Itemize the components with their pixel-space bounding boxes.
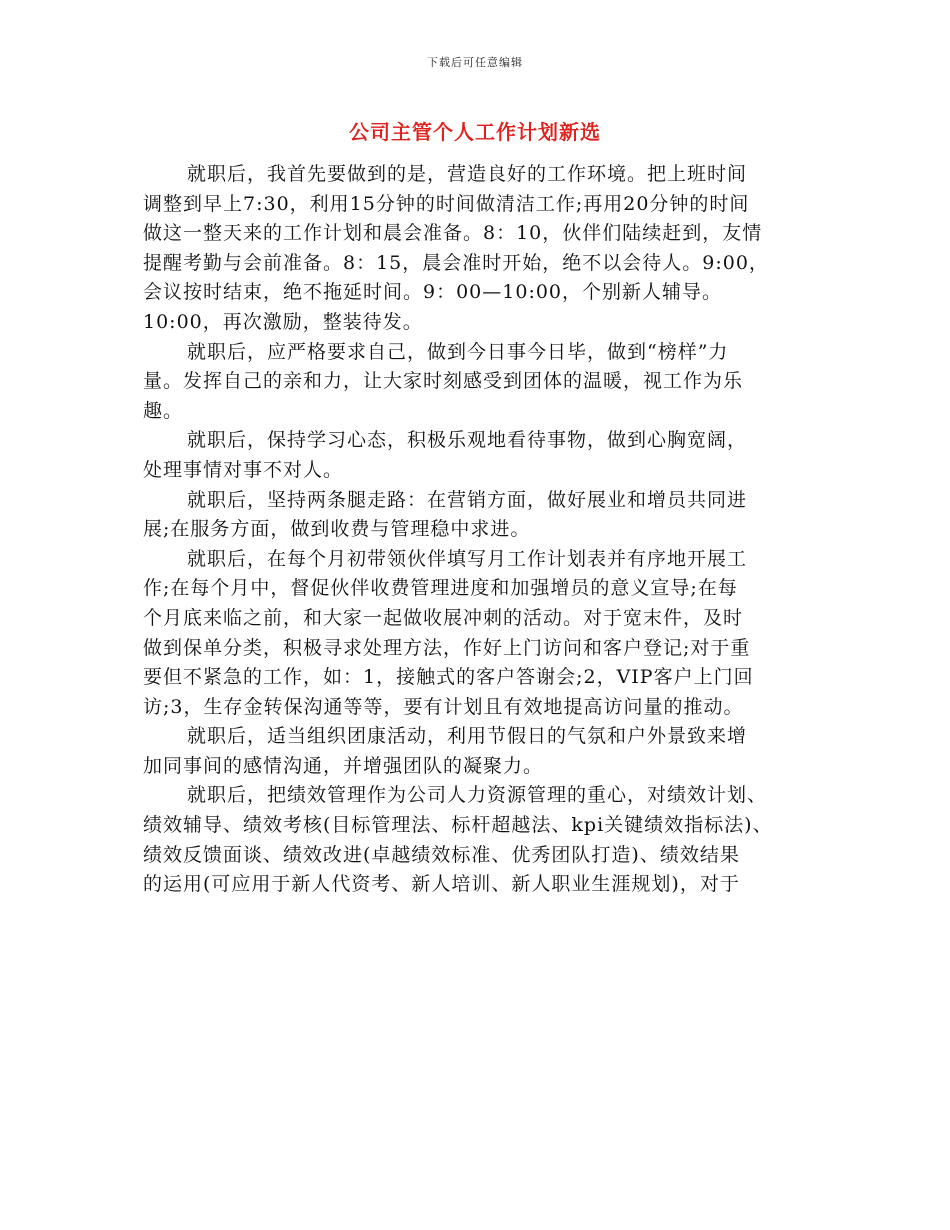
body-line: 趣。 <box>143 399 184 422</box>
body-line: 就职后，应严格要求自己，做到今日事今日毕，做到“榜样”力 <box>187 340 729 363</box>
body-line: 处理事情对事不对人。 <box>143 458 344 481</box>
body-line: 做这一整天来的工作计划和晨会准备。8：10，伙伴们陆续赶到，友情 <box>143 222 763 245</box>
body-line: 绩效反馈面谈、绩效改进(卓越绩效标准、优秀团队打造)、绩效结果 <box>143 843 740 866</box>
body-line: 量。发挥自己的亲和力，让大家时刻感受到团体的温暖，视工作为乐 <box>143 370 744 393</box>
body-line: 访;3，生存金转保沟通等等，要有计划且有效地提高访问量的推动。 <box>143 695 744 718</box>
body-line: 就职后，把绩效管理作为公司人力资源管理的重心，对绩效计划、 <box>187 784 768 807</box>
body-line: 调整到早上7:30，利用15分钟的时间做清洁工作;再用20分钟的时间 <box>143 192 750 215</box>
document-title: 公司主管个人工作计划新选 <box>349 120 601 144</box>
body-line: 就职后，保持学习心态，积极乐观地看待事物，做到心胸宽阔， <box>187 429 748 452</box>
body-line: 就职后，适当组织团康活动，利用节假日的气氛和户外景致来增 <box>187 725 748 748</box>
body-line: 会议按时结束，绝不拖延时间。9：00—10:00，个别新人辅导。 <box>143 281 723 304</box>
body-line: 10:00，再次激励，整装待发。 <box>143 310 423 333</box>
body-line: 要但不紧急的工作，如：1，接触式的客户答谢会;2，VIP客户上门回 <box>143 666 754 689</box>
body-line: 加同事间的感情沟通，并增强团队的凝聚力。 <box>143 754 544 777</box>
document-body <box>143 160 818 900</box>
body-line: 作;在每个月中，督促伙伴收费管理进度和加强增员的意义宣导;在每 <box>143 577 738 600</box>
body-line: 的运用(可应用于新人代资考、新人培训、新人职业生涯规划)，对于 <box>143 873 740 896</box>
body-line: 绩效辅导、绩效考核(目标管理法、标杆超越法、kpi关键绩效指标法)、 <box>143 814 773 837</box>
body-line: 展;在服务方面，做到收费与管理稳中求进。 <box>143 518 531 541</box>
body-line: 做到保单分类，积极寻求处理方法，作好上门访问和客户登记;对于重 <box>143 636 751 659</box>
body-line: 就职后，在每个月初带领伙伴填写月工作计划表并有序地开展工 <box>187 547 748 570</box>
body-line: 个月底来临之前，和大家一起做收展冲刺的活动。对于宽末件，及时 <box>143 606 744 629</box>
header-note: 下载后可任意编辑 <box>427 56 523 69</box>
body-line: 提醒考勤与会前准备。8：15，晨会准时开始，绝不以会待人。9:00， <box>143 251 769 274</box>
body-line: 就职后，坚持两条腿走路：在营销方面，做好展业和增员共同进 <box>187 488 748 511</box>
body-line: 就职后，我首先要做到的是，营造良好的工作环境。把上班时间 <box>187 163 748 185</box>
